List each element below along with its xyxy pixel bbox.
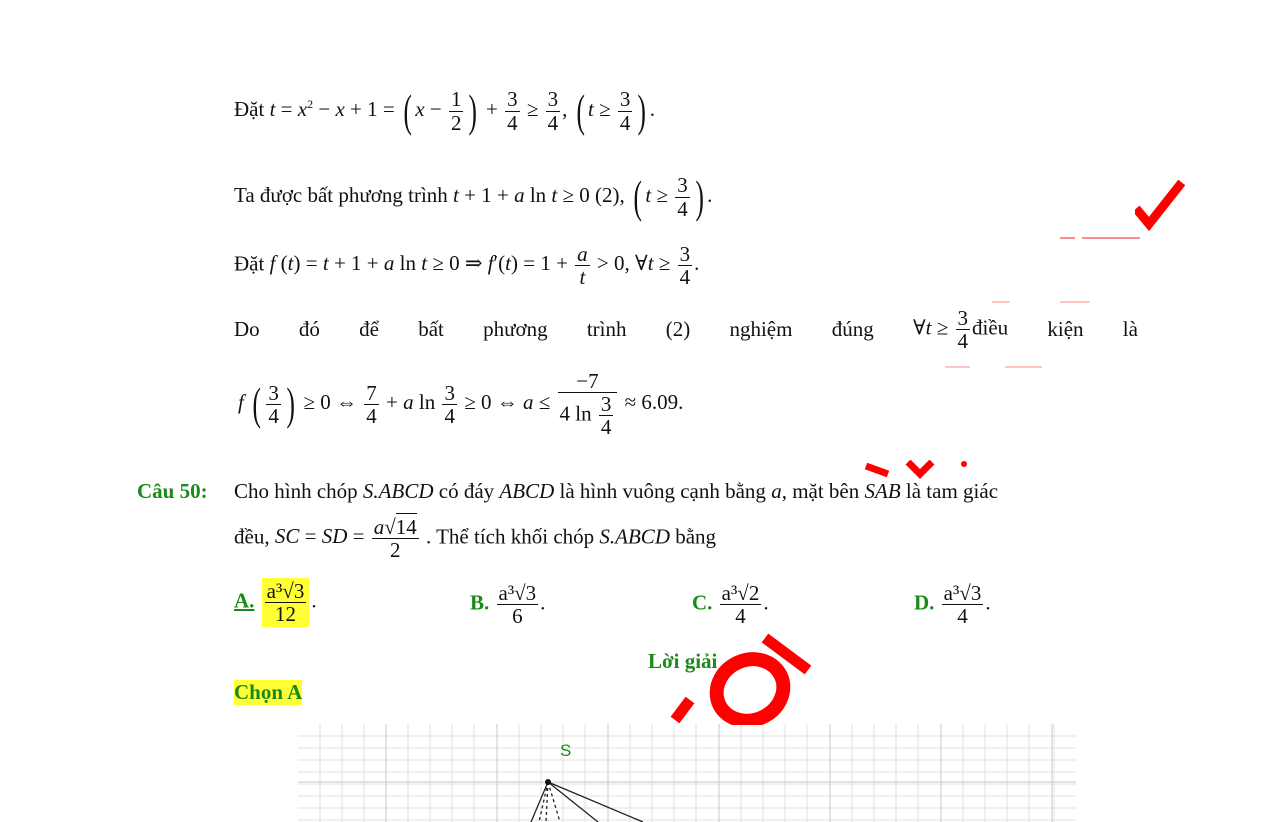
question-text: là hình vuông cạnh bằng <box>559 479 766 503</box>
condition-math: ∀t ≥ $\frac{3}{4}$ điều <box>912 306 1009 354</box>
pyramid-edges <box>531 782 643 822</box>
solution-heading: Lời giải <box>648 649 718 673</box>
question-text: , mặt bên <box>781 479 860 503</box>
option-value: $\frac{\text{a³√3}}{12}$ <box>262 578 310 627</box>
word: trình <box>586 317 627 342</box>
question-text: . Thể tích khối chóp <box>425 524 595 549</box>
pyramid-name: S.ABCD <box>599 524 670 549</box>
question-text: đều, <box>234 524 270 549</box>
word: Do <box>234 317 260 342</box>
word: (2) <box>665 317 691 342</box>
option-label: C. <box>692 590 713 615</box>
question-text: có đáy <box>438 479 495 503</box>
option-b[interactable]: B. $\frac{\text{a³√3}}{6}$ . <box>470 581 546 629</box>
option-value: $\frac{\text{a³√2}}{4}$ <box>721 581 760 629</box>
pyramid-figure <box>298 724 1076 822</box>
word: nghiệm <box>729 317 793 342</box>
question-line-2 <box>234 516 716 561</box>
word: là <box>1122 317 1138 342</box>
solution-line-3 <box>234 243 699 288</box>
option-d[interactable]: D. $\frac{\text{a³√3}}{4}$ . <box>914 581 991 629</box>
apex-point <box>545 779 551 785</box>
word: bất <box>418 317 444 342</box>
question-text: là tam giác <box>905 479 999 503</box>
line1-prefix: Đặt <box>234 96 265 121</box>
side-name: a <box>771 479 782 503</box>
line5-result: ≈ 6.09. <box>624 389 684 414</box>
word: để <box>359 317 379 342</box>
option-label: D. <box>914 590 935 615</box>
answer-label: Chọn A <box>234 680 303 704</box>
word: điều <box>972 315 1009 340</box>
word: kiện <box>1047 317 1084 342</box>
option-label: A. <box>234 588 255 613</box>
apex-label: S <box>560 741 572 760</box>
face-name: SAB <box>864 479 901 503</box>
watermark-lines <box>940 230 1150 380</box>
line1-math: $t = x^2 - x + 1$ = ( x − $\frac{1}{2}$ ) + $\frac{3}{4}$ ≥ $\frac{3}{4}$ , ( t ≥ $\frac{3}{4}$ ) . <box>269 85 655 136</box>
line2-math: t + 1 + a ln t ≥ 0 (2), ( t ≥ $\frac{3}{4}$ ) . <box>453 171 713 222</box>
line5-math: f ( $\frac{3}{4}$ ) ≥ 0 ⇔ $\frac{7}{4}$ + a ln $\frac{3}{4}$ ≥ 0 ⇔ a ≤ −7 4 ln $\frac{3}{4}$ <box>238 390 625 414</box>
line2-prefix: Ta được bất phương trình <box>234 182 448 207</box>
question-text: Cho hình chóp <box>234 479 358 503</box>
option-value: $\frac{\text{a³√3}}{6}$ <box>498 581 537 629</box>
grid-minor <box>298 724 1076 822</box>
line3-math: f (t) = t + 1 + a ln t ≥ 0 ⇒ f′(t) = 1 + $\frac{a}{t}$ > 0, ∀t ≥ $\frac{3}{4}$ . <box>269 242 700 290</box>
pyramid-name: S.ABCD <box>362 479 434 503</box>
word: đúng <box>831 317 874 342</box>
option-value: $\frac{\text{a³√3}}{4}$ <box>943 581 982 629</box>
solution-line-5 <box>238 370 683 438</box>
watermark-ring <box>670 630 820 725</box>
question-line-1 <box>234 479 998 504</box>
option-label: B. <box>470 590 490 615</box>
word: phương <box>483 317 548 342</box>
watermark-checkmark <box>1135 180 1185 232</box>
word: đó <box>298 317 320 342</box>
solution-line-1 <box>234 85 655 136</box>
watermark-shape <box>860 460 980 480</box>
option-c[interactable]: C. $\frac{\text{a³√2}}{4}$ . <box>692 581 769 629</box>
question-label: Câu 50: <box>137 479 208 503</box>
solution-line-2 <box>234 171 713 222</box>
grid-major <box>298 724 1076 822</box>
base-name: ABCD <box>499 479 555 503</box>
option-a[interactable]: A. $\frac{\text{a³√3}}{12}$ . <box>234 579 317 627</box>
question-text: bằng <box>675 524 717 549</box>
line3-prefix: Đặt <box>234 251 265 276</box>
question-math: SC = SD = $\frac{a√14}{2}$ <box>274 515 417 563</box>
